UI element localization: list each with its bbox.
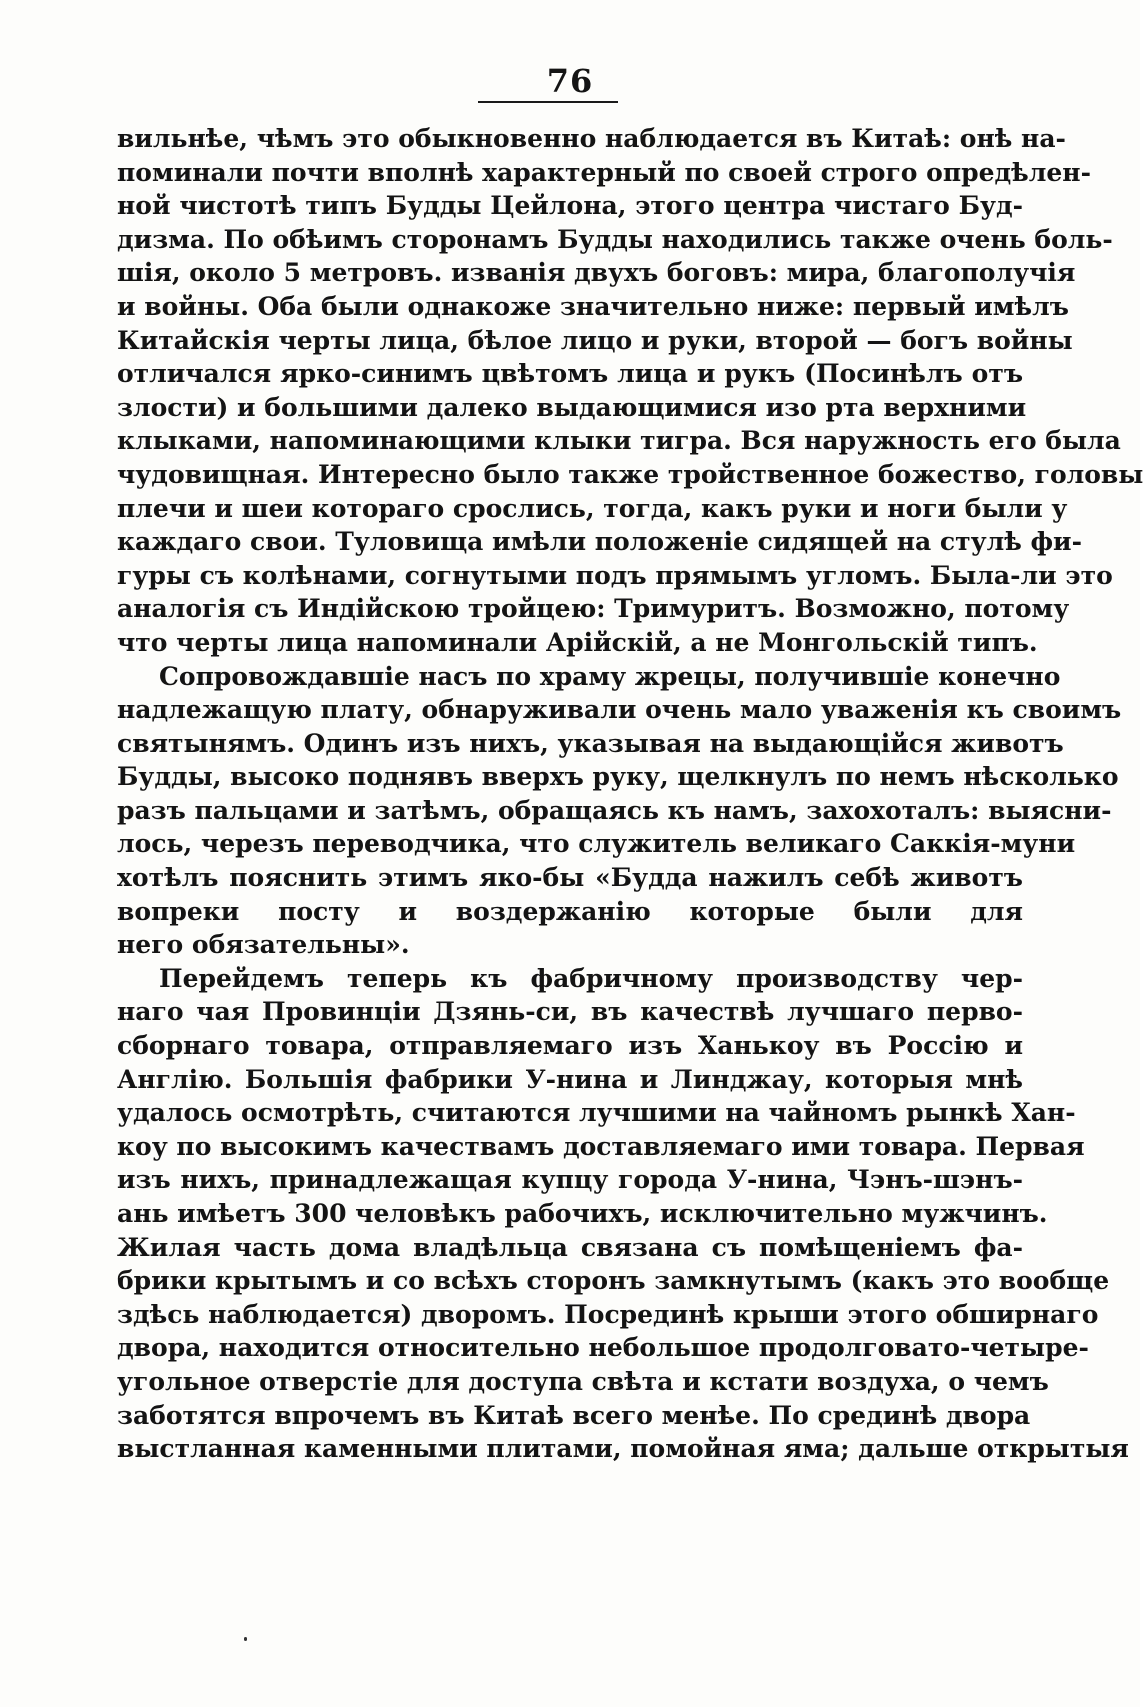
- text-line: удалось осмотрѣть, считаются лучшими на чайномъ рынкѣ Хан-: [117, 1098, 1076, 1128]
- text-line: заботятся впрочемъ въ Китаѣ всего менѣе. По срединѣ двора: [117, 1400, 1031, 1430]
- text-line: и войны. Оба были однакоже значительно ниже: первый имѣлъ: [117, 291, 1069, 321]
- text-line: поминали почти вполнѣ характерный по своей строго опредѣлен-: [117, 157, 1091, 187]
- text-line: злости) и большими далеко выдающимися изо рта верхними: [117, 392, 1027, 422]
- text-line: клыками, напоминающими клыки тигра. Вся наружность его была: [117, 426, 1121, 456]
- text-line: него обязательны».: [117, 930, 410, 960]
- text-line: двора, находится относительно небольшое продолговато-четыре-: [117, 1333, 1089, 1363]
- text-line: отличался ярко-синимъ цвѣтомъ лица и рукъ (Посинѣлъ отъ: [117, 359, 1023, 389]
- text-line: вильнѣе, чѣмъ это обыкновенно наблюдается въ Китаѣ: онѣ на-: [117, 124, 1066, 153]
- text-line: лось, черезъ переводчика, что служитель великаго Саккія-муни: [117, 829, 1076, 859]
- text-line: вопреки посту и воздержанію которые были для: [117, 896, 1023, 926]
- text-line: ной чистотѣ типъ Будды Цейлона, этого центра чистаго Буд-: [117, 191, 1023, 221]
- text-line: хотѣлъ пояснить этимъ яко-бы «Будда нажилъ себѣ животъ: [117, 863, 1023, 893]
- text-line: что черты лица напоминали Арійскій, а не Монгольскій типъ.: [117, 627, 1038, 657]
- text-line: Китайскія черты лица, бѣлое лицо и руки, второй — богъ войны: [117, 325, 1073, 355]
- text-line: плечи и шеи котораго срослись, тогда, какъ руки и ноги были у: [117, 493, 1068, 523]
- header-rule: [478, 101, 618, 103]
- text-line: ань имѣетъ 300 человѣкъ рабочихъ, исключительно мужчинъ.: [117, 1199, 1048, 1228]
- text-line: святынямъ. Одинъ изъ нихъ, указывая на выдающійся животъ: [117, 728, 1064, 758]
- text-line: надлежащую плату, обнаруживали очень мало уваженія къ своимъ: [117, 695, 1122, 725]
- text-line: сборнаго товара, отправляемаго изъ Ханькоу въ Россію и: [117, 1031, 1023, 1061]
- text-line: гуры съ колѣнами, согнутыми подъ прямымъ угломъ. Была-ли это: [117, 560, 1113, 590]
- text-line: коу по высокимъ качествамъ доставляемаго ими товара. Первая: [117, 1131, 1085, 1161]
- page-number: 76: [546, 62, 594, 100]
- ink-speck: [244, 1637, 247, 1641]
- text-line: угольное отверстіе для доступа свѣта и кстати воздуха, о чемъ: [117, 1366, 1049, 1396]
- text-line: дизма. По обѣимъ сторонамъ Будды находились также очень боль-: [117, 224, 1113, 254]
- text-line: Жилая часть дома владѣльца связана съ помѣщеніемъ фа-: [117, 1232, 1023, 1262]
- text-line: разъ пальцами и затѣмъ, обращаясь къ намъ, захохоталъ: выясни-: [117, 795, 1112, 825]
- text-line: шія, около 5 метровъ. изванія двухъ боговъ: мира, благополучія: [117, 258, 1076, 288]
- text-line: Перейдемъ теперь къ фабричному производству чер-: [159, 963, 1023, 993]
- text-line: здѣсь наблюдается) дворомъ. Посрединѣ крыши этого обширнаго: [117, 1299, 1099, 1329]
- text-line: выстланная каменными плитами, помойная яма; дальше открытыя: [117, 1434, 1129, 1464]
- body-text: [117, 122, 1143, 1466]
- text-line: Сопровождавшіе насъ по храму жрецы, получившіе конечно: [159, 661, 1061, 691]
- text-line: брики крытымъ и со всѣхъ сторонъ замкнутымъ (какъ это вообще: [117, 1266, 1110, 1296]
- text-line: Будды, высоко поднявъ вверхъ руку, щелкнулъ по немъ нѣсколько: [117, 762, 1119, 792]
- text-line: наго чая Провинціи Дзянь-си, въ качествѣ лучшаго перво-: [117, 997, 1023, 1027]
- text-line: чудовищная. Интересно было также тройственное божество, головы: [117, 459, 1143, 489]
- text-line: аналогія съ Индійскою тройцею: Тримуритъ. Возможно, потому: [117, 594, 1070, 624]
- text-line: каждаго свои. Туловища имѣли положеніе сидящей на стулѣ фи-: [117, 527, 1082, 557]
- text-line: изъ нихъ, принадлежащая купцу города У-нина, Чэнъ-шэнъ-: [117, 1165, 1023, 1195]
- text-line: Англію. Большія фабрики У-нина и Линджау, которыя мнѣ: [117, 1064, 1023, 1094]
